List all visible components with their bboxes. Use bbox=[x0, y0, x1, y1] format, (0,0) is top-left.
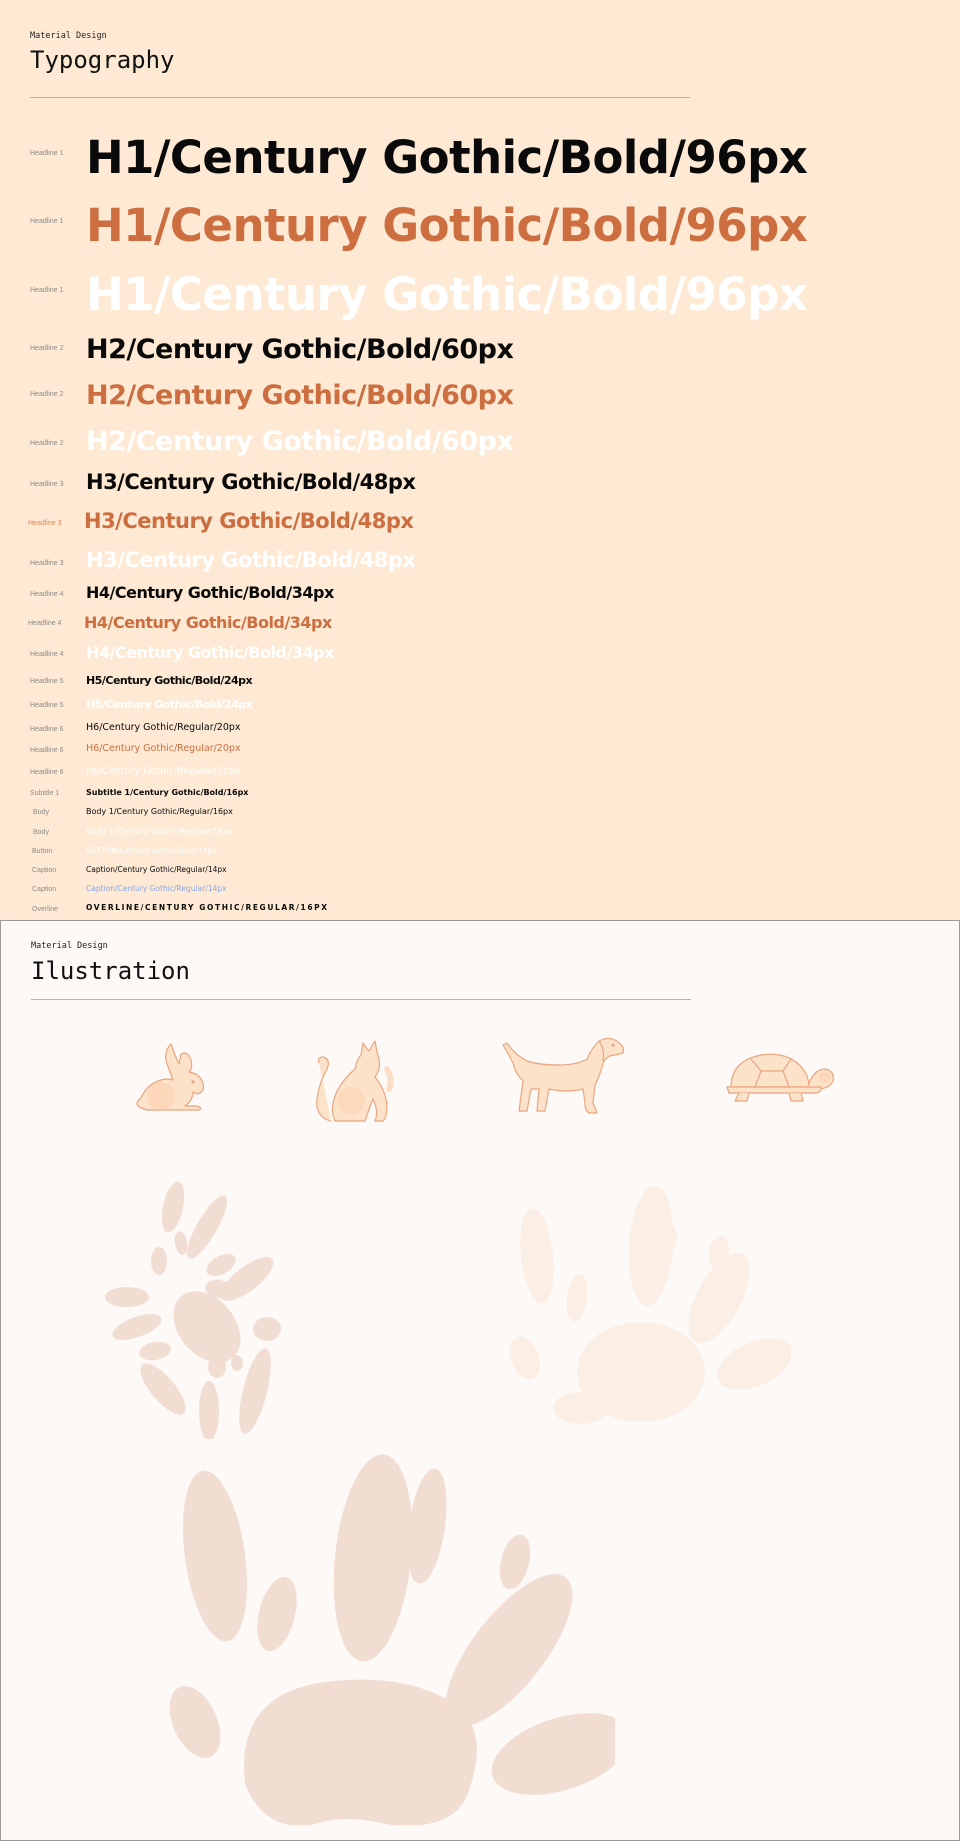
type-sample-h3: H3/Century Gothic/Bold/48px bbox=[84, 509, 414, 533]
type-label: Headline 1 bbox=[30, 218, 64, 225]
type-sample-h3: H3/Century Gothic/Bold/48px bbox=[86, 470, 416, 494]
type-sample-caption: Caption/Century Gothic/Regular/14px bbox=[86, 884, 227, 893]
type-label: Headline 2 bbox=[30, 345, 64, 352]
type-sample-h5: H5/Century Gothic/Bold/24px bbox=[86, 674, 253, 687]
cat-icon bbox=[309, 1029, 404, 1124]
type-sample-h1: H1/Century Gothic/Bold/96px bbox=[86, 268, 808, 321]
type-sample-h1: H1/Century Gothic/Bold/96px bbox=[86, 199, 808, 252]
type-sample-h4: H4/Century Gothic/Bold/34px bbox=[84, 613, 332, 632]
type-label: Headline 6 bbox=[30, 769, 64, 776]
type-sample-h6: H6/Century Gothic/Regular/20px bbox=[86, 722, 241, 733]
type-sample-body: Body 1/Century Gothic/Regular/16px bbox=[86, 807, 233, 816]
paw-print-large-icon bbox=[165, 1454, 615, 1834]
type-label: Headline 3 bbox=[28, 520, 62, 527]
type-sample-h3: H3/Century Gothic/Bold/48px bbox=[86, 548, 416, 572]
type-label: Headline 2 bbox=[30, 391, 64, 398]
type-label: Overline bbox=[32, 906, 59, 913]
type-sample-h6: H6/Century Gothic/Regular/20px bbox=[86, 766, 241, 777]
type-sample-h2: H2/Century Gothic/Bold/60px bbox=[86, 334, 514, 365]
type-label: Headline 3 bbox=[30, 560, 64, 567]
type-sample-subtitle: Subtitle 1/Century Gothic/Bold/16px bbox=[86, 788, 249, 797]
type-label: Body bbox=[33, 829, 49, 836]
type-label: Headline 4 bbox=[28, 620, 62, 627]
type-sample-h2: H2/Century Gothic/Bold/60px bbox=[86, 426, 514, 457]
section-title: Typography bbox=[30, 46, 175, 74]
type-sample-h5: H5/Century Gothic/Bold/24px bbox=[86, 698, 253, 711]
type-label: Headline 2 bbox=[30, 440, 64, 447]
type-label: Caption bbox=[32, 867, 57, 874]
type-label: Headline 4 bbox=[30, 591, 64, 598]
type-label: Button bbox=[32, 848, 53, 855]
type-sample-caption: Caption/Century Gothic/Regular/14px bbox=[86, 865, 227, 874]
type-label: Headline 3 bbox=[30, 481, 64, 488]
divider bbox=[31, 999, 691, 1000]
type-sample-button: BUTTON/Century Gothic/Bold/14px bbox=[86, 846, 217, 855]
type-sample-h4: H4/Century Gothic/Bold/34px bbox=[86, 583, 334, 602]
type-label: Subtitle 1 bbox=[30, 790, 60, 797]
type-sample-h2: H2/Century Gothic/Bold/60px bbox=[86, 380, 514, 411]
type-label: Headline 5 bbox=[30, 678, 64, 685]
type-label: Headline 1 bbox=[30, 150, 64, 157]
divider bbox=[30, 97, 690, 98]
paw-print-faded-icon bbox=[501, 1186, 791, 1426]
section-title: Ilustration bbox=[31, 957, 190, 985]
rabbit-icon bbox=[127, 1034, 217, 1114]
turtle-icon bbox=[725, 1047, 837, 1105]
type-sample-overline: OVERLINE/CENTURY GOTHIC/REGULAR/16PX bbox=[86, 903, 329, 912]
type-label: Body bbox=[33, 809, 49, 816]
type-label: Headline 6 bbox=[30, 726, 64, 733]
type-label: Headline 4 bbox=[30, 651, 64, 658]
type-sample-h4: H4/Century Gothic/Bold/34px bbox=[86, 643, 334, 662]
typography-section bbox=[0, 0, 960, 920]
type-sample-body: Body 1/Century Gothic/Regular/16px bbox=[86, 827, 233, 836]
type-label: Headline 6 bbox=[30, 747, 64, 754]
type-sample-h1: H1/Century Gothic/Bold/96px bbox=[86, 131, 808, 184]
section-eyebrow: Material Design bbox=[30, 31, 107, 41]
section-eyebrow: Material Design bbox=[31, 941, 108, 951]
paw-print-small-icon bbox=[97, 1179, 327, 1439]
type-label: Headline 5 bbox=[30, 702, 64, 709]
type-label: Headline 1 bbox=[30, 287, 64, 294]
type-sample-h6: H6/Century Gothic/Regular/20px bbox=[86, 743, 241, 754]
dog-icon bbox=[499, 1033, 627, 1118]
illustration-section bbox=[0, 920, 960, 1841]
type-label: Caption bbox=[32, 886, 57, 893]
